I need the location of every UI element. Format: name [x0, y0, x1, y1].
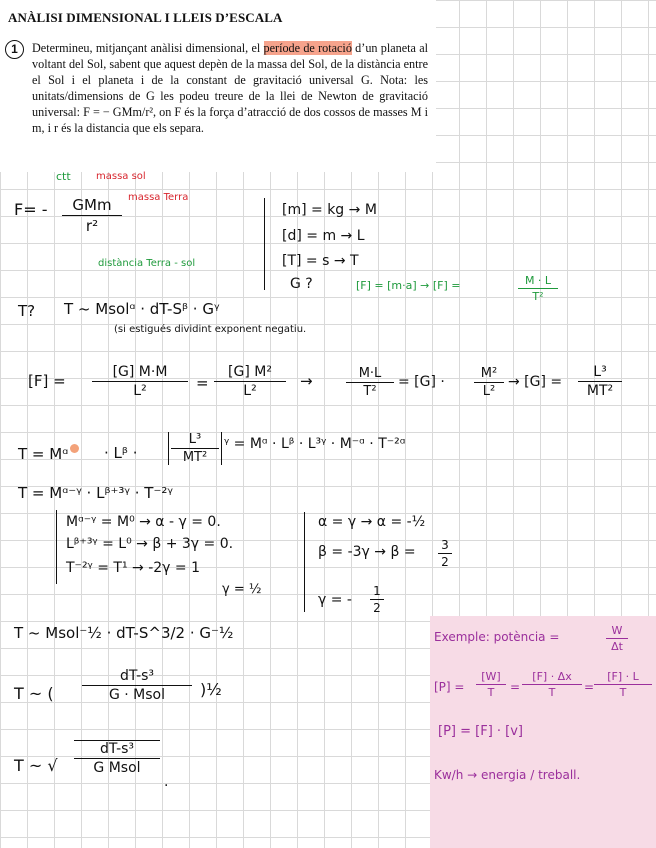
result-1: T ~ Msol⁻½ · dT-S^3/2 · G⁻½	[14, 624, 234, 642]
eq-g-num: L³	[593, 364, 607, 380]
sys-eq3: T⁻²ᵞ = T¹ → -2γ = 1	[66, 560, 200, 576]
solution-brace	[304, 512, 305, 612]
fraction-bar	[214, 381, 286, 382]
fraction-bar	[92, 381, 188, 382]
eq-equals: =	[196, 374, 209, 392]
fraction-bar	[578, 381, 622, 382]
t-question: T?	[18, 302, 36, 320]
result-2-den: G · Msol	[108, 687, 166, 703]
t-line1-a	[18, 444, 79, 463]
example-power-den: Δt	[611, 640, 623, 653]
eq-f-fraction4	[474, 366, 504, 399]
eq-f-lhs: [F] =	[28, 372, 66, 390]
example-den1: T	[487, 686, 495, 699]
eq-f-fraction3	[346, 366, 394, 399]
result-3-lhs: T ~ √	[14, 756, 58, 775]
sol-beta-num: 3	[441, 538, 449, 552]
eq-g-lhs: → [G] =	[508, 374, 563, 390]
result-3-den: G Msol	[93, 760, 141, 776]
t-line1-b: · Lᵝ ·	[104, 444, 138, 462]
fraction-bar	[474, 382, 504, 383]
example-equals2: =	[584, 680, 595, 694]
eq-f-den3: T²	[363, 384, 377, 399]
eq-f-num4: M²	[480, 366, 498, 381]
result-3-fraction	[74, 740, 160, 776]
example-power-num: W	[611, 624, 623, 637]
eq-f-den1: L²	[133, 383, 147, 399]
eq-g-fraction	[578, 364, 622, 399]
dim-f-num: M · L	[524, 274, 552, 287]
sol-beta-fraction	[438, 538, 452, 569]
eq-f-num1: [G] M·M	[112, 364, 168, 380]
label-distancia: distància Terra - sol	[98, 258, 196, 269]
dim-m: [m] = kg → M	[282, 202, 377, 218]
question-text-part2: d’un planeta al voltant del Sol, sabent que aquest depèn de la massa del Sol, de la distància entre el Sol i el planeta i de la constant de gravitació universal G. Nota: les unitats/dimensions de G les podeu treure de la llei de Newton de gravitació universal: F = − GMm/r², on F és la força d’atracció de dos cossos de masses M i m, i r és la distancia que els separa.	[32, 41, 429, 135]
question-text-part1: Determineu, mitjançant anàlisi dimensional, el	[32, 41, 264, 55]
fraction-bar	[82, 685, 192, 686]
example-den3: T	[619, 686, 627, 699]
formula-f-fraction	[62, 196, 122, 235]
fraction-bar	[74, 758, 160, 759]
dims-brace	[264, 198, 265, 290]
sol-beta: β = -3γ → β =	[318, 544, 416, 560]
example-equals1: =	[510, 680, 521, 694]
fraction-bar	[518, 288, 558, 289]
dim-d: [d] = m → L	[282, 228, 365, 244]
sol-gamma-fraction	[370, 584, 384, 615]
result-2-num: dT-s³	[119, 668, 155, 684]
sys-eq1: Mᵅ⁻ᵞ = M⁰ → α - γ = 0.	[66, 514, 221, 530]
question-number-badge: 1	[5, 40, 24, 59]
t-line1-c: ᵞ = Mᵅ · Lᵝ · L³ᵞ · M⁻ᵅ · T⁻²ᵅ	[224, 436, 406, 452]
sol-beta-den: 2	[441, 555, 449, 569]
example-den2: T	[548, 686, 556, 699]
fraction-bar	[346, 382, 394, 383]
fraction-bar	[594, 684, 652, 685]
t-line1-num: L³	[188, 432, 202, 447]
t-line1-a-text: T = Mᵅ	[18, 445, 69, 463]
example-line2-lhs: [P] =	[434, 680, 465, 694]
eq-g-den: MT²	[586, 383, 614, 399]
eq-equals-g: = [G] ·	[398, 374, 445, 390]
question-text	[32, 40, 428, 136]
fraction-bar	[522, 684, 582, 685]
eq-f-den2: L²	[243, 383, 257, 399]
sys-eq2: Lᵝ⁺³ᵞ = L⁰ → β + 3γ = 0.	[66, 536, 234, 552]
result-3-end: .	[164, 774, 169, 790]
t-line1-bracket-fraction	[168, 432, 222, 465]
eq-f-num3: M·L	[358, 366, 382, 381]
example-box	[430, 616, 656, 848]
eq-f-num2: [G] M²	[228, 364, 272, 380]
example-line4: Kw/h → energia / treball.	[434, 768, 581, 782]
result-2-lhs: T ~ (	[14, 684, 54, 703]
example-line3: [P] = [F] · [v]	[438, 724, 523, 739]
sol-gamma-den: 2	[373, 601, 381, 615]
sol-gamma-num: 1	[373, 584, 381, 598]
example-power-fraction	[606, 624, 628, 653]
sys-eq4: γ = ½	[222, 582, 262, 597]
alpha-highlight-mark	[70, 444, 79, 453]
dim-f-fraction	[518, 274, 558, 303]
fraction-bar	[171, 448, 219, 449]
eq-f-fraction2	[214, 364, 286, 399]
fraction-bar	[370, 599, 384, 600]
sol-alpha: α = γ → α = -½	[318, 514, 426, 530]
document-title: ANÀLISI DIMENSIONAL I LLEIS D’ESCALA	[8, 10, 283, 25]
t-proportional: T ~ Msolᵅ · dT-Sᵝ · Gᵞ	[64, 300, 220, 318]
label-ctt: ctt	[56, 170, 71, 183]
eq-f-fraction1	[92, 364, 188, 399]
result-2-rhs: )½	[200, 680, 222, 699]
result-3-num: dT-s³	[99, 741, 135, 757]
example-num1: [W]	[481, 670, 501, 683]
eq-arrow: →	[300, 372, 313, 390]
example-fraction2	[522, 670, 582, 699]
dim-f-lhs: [F] = [m·a] → [F] =	[356, 279, 461, 292]
t-line2: T = Mᵅ⁻ᵞ · Lᵝ⁺³ᵞ · T⁻²ᵞ	[18, 484, 173, 502]
label-massa-sol: massa sol	[96, 171, 146, 182]
example-fraction1	[476, 670, 506, 699]
sol-gamma: γ = -	[318, 592, 352, 608]
printed-question-block	[0, 0, 436, 172]
example-num2: [F] · Δx	[532, 670, 572, 683]
fraction-bar	[476, 684, 506, 685]
fraction-bar	[438, 553, 452, 554]
system-brace	[56, 510, 57, 584]
formula-f-lhs: F= -	[14, 200, 48, 219]
formula-f-num: GMm	[72, 196, 112, 214]
dim-t: [T] = s → T	[282, 253, 359, 269]
example-fraction3	[594, 670, 652, 699]
dim-f-den: T²	[532, 290, 544, 303]
note-negative: (si estigués dividint exponent negatiu.	[114, 324, 307, 335]
question-highlight: període de rotació	[263, 41, 352, 55]
label-massa-terra: massa Terra	[128, 192, 189, 203]
example-line1: Exemple: potència =	[434, 630, 560, 644]
fraction-bar	[62, 215, 122, 216]
result-2-fraction	[82, 668, 192, 703]
example-num3: [F] · L	[607, 670, 639, 683]
fraction-bar	[606, 638, 628, 639]
t-line1-den: MT²	[182, 450, 208, 465]
dim-g: G ?	[290, 276, 313, 292]
formula-f-den: r²	[85, 217, 99, 235]
eq-f-den4: L²	[482, 384, 496, 399]
